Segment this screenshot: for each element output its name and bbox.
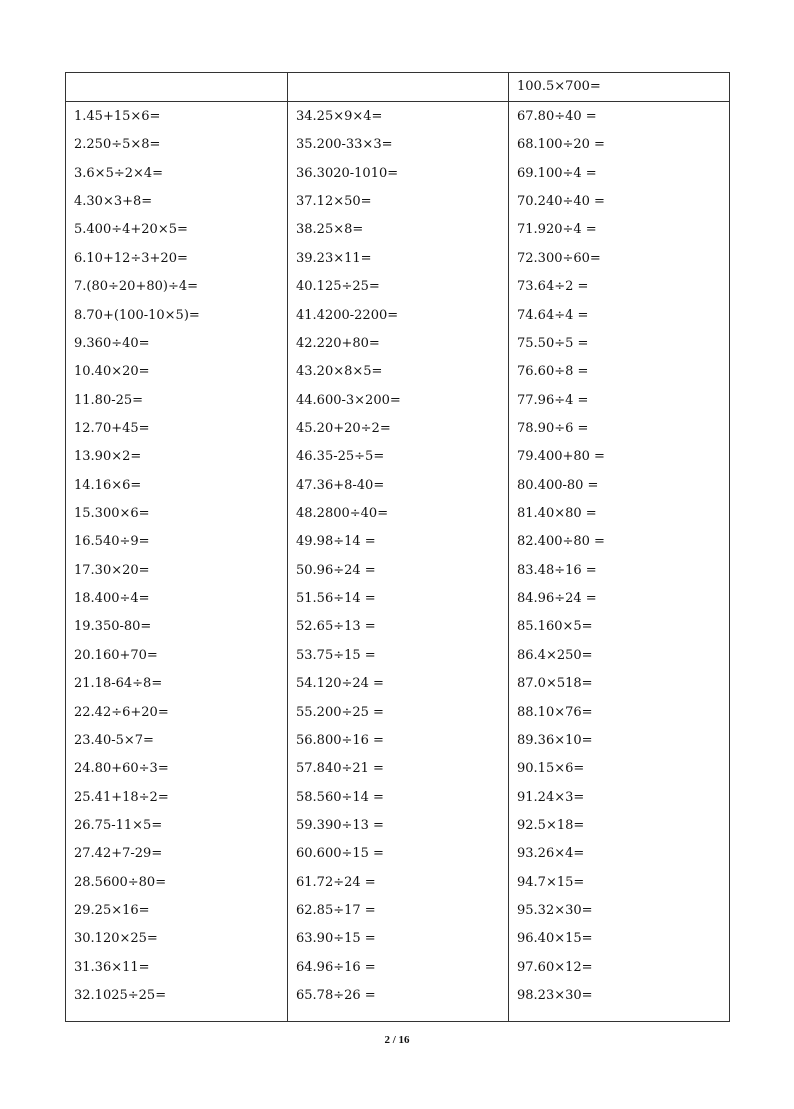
problem-item: 31.36×11= (74, 959, 150, 975)
problem-item: 58.560÷14 = (296, 789, 384, 805)
problem-item: 71.920÷4 = (517, 222, 597, 238)
problem-item: 26.75-11×5= (74, 817, 163, 833)
problem-item: 49.98÷14 = (296, 534, 376, 550)
problem-item: 23.40-5×7= (74, 732, 154, 748)
problem-item: 68.100÷20 = (517, 137, 605, 153)
problem-item: 67.80÷40 = (517, 109, 597, 124)
problem-item: 87.0×518= (517, 676, 593, 692)
problem-item: 97.60×12= (517, 959, 593, 975)
problem-item: 46.35-25÷5= (296, 449, 385, 465)
problem-item: 91.24×3= (517, 789, 585, 805)
problem-item: 85.160×5= (517, 619, 593, 635)
problem-item: 54.120÷24 = (296, 676, 384, 692)
problem-item: 16.540÷9= (74, 534, 150, 550)
header-cell-2 (288, 73, 509, 102)
problem-item: 90.15×6= (517, 761, 585, 777)
problem-item: 8.70+(100-10×5)= (74, 307, 200, 323)
problem-item: 64.96÷16 = (296, 959, 376, 975)
problem-item: 74.64÷4 = (517, 307, 589, 323)
problem-item: 28.5600÷80= (74, 874, 167, 890)
problem-item: 30.120×25= (74, 931, 158, 947)
problem-item: 63.90÷15 = (296, 931, 376, 947)
problem-item: 22.42÷6+20= (74, 704, 169, 720)
problem-item: 83.48÷16 = (517, 562, 597, 578)
problem-item: 53.75÷15 = (296, 647, 376, 663)
problem-item: 98.23×30= (517, 988, 593, 1004)
problem-item: 42.220+80= (296, 335, 380, 351)
problem-item: 5.400÷4+20×5= (74, 222, 188, 238)
problem-item: 51.56÷14 = (296, 591, 376, 607)
problem-item: 45.20+20÷2= (296, 420, 391, 436)
problem-item: 95.32×30= (517, 903, 593, 919)
problem-item: 27.42+7-29= (74, 846, 163, 862)
problem-item: 17.30×20= (74, 562, 150, 578)
problem-item: 34.25×9×4= (296, 109, 383, 124)
problem-item: 1.45+15×6= (74, 109, 161, 124)
problem-item: 80.400-80 = (517, 477, 599, 493)
problem-item: 59.390÷13 = (296, 817, 384, 833)
problems-row (66, 102, 730, 1022)
problem-item: 3.6×5÷2×4= (74, 165, 164, 181)
problem-item: 29.25×16= (74, 903, 150, 919)
problem-item: 76.60÷8 = (517, 364, 589, 380)
arithmetic-worksheet-table (65, 72, 730, 1022)
problem-item: 62.85÷17 = (296, 903, 376, 919)
header-text-3: 100.5×700= (517, 79, 601, 94)
problem-item: 79.400+80 = (517, 449, 605, 465)
problem-item: 48.2800÷40= (296, 506, 389, 522)
problem-item: 89.36×10= (517, 732, 593, 748)
problem-item: 10.40×20= (74, 364, 150, 380)
problem-item: 25.41+18÷2= (74, 789, 169, 805)
problem-item: 82.400÷80 = (517, 534, 605, 550)
header-cell-3 (509, 73, 730, 102)
problem-item: 11.80-25= (74, 392, 144, 408)
problem-item: 88.10×76= (517, 704, 593, 720)
problem-item: 61.72÷24 = (296, 874, 376, 890)
problem-item: 41.4200-2200= (296, 307, 399, 323)
problem-item: 37.12×50= (296, 194, 372, 210)
problem-item: 43.20×8×5= (296, 364, 383, 380)
problem-item: 56.800÷16 = (296, 732, 384, 748)
problem-item: 18.400÷4= (74, 591, 150, 607)
problem-item: 40.125÷25= (296, 279, 380, 295)
problem-item: 70.240÷40 = (517, 194, 605, 210)
problem-item: 7.(80÷20+80)÷4= (74, 279, 199, 295)
problem-item: 72.300÷60= (517, 250, 601, 266)
problem-item: 94.7×15= (517, 874, 585, 890)
problem-item: 35.200-33×3= (296, 137, 393, 153)
problem-item: 15.300×6= (74, 506, 150, 522)
problem-item: 4.30×3+8= (74, 194, 153, 210)
problem-item: 92.5×18= (517, 817, 585, 833)
problem-item: 2.250÷5×8= (74, 137, 161, 153)
problem-item: 24.80+60÷3= (74, 761, 169, 777)
problem-item: 65.78÷26 = (296, 988, 376, 1004)
problem-item: 20.160+70= (74, 647, 158, 663)
header-cell-1 (66, 73, 288, 102)
problem-item: 38.25×8= (296, 222, 364, 238)
problem-item: 78.90÷6 = (517, 420, 589, 436)
column-3 (509, 102, 730, 1022)
problem-item: 84.96÷24 = (517, 591, 597, 607)
problem-item: 73.64÷2 = (517, 279, 589, 295)
problem-item: 39.23×11= (296, 250, 372, 266)
problem-item: 19.350-80= (74, 619, 152, 635)
problem-item: 81.40×80 = (517, 506, 597, 522)
problem-item: 32.1025÷25= (74, 988, 167, 1004)
problem-item: 77.96÷4 = (517, 392, 589, 408)
problem-item: 12.70+45= (74, 420, 150, 436)
problem-item: 57.840÷21 = (296, 761, 384, 777)
problem-item: 93.26×4= (517, 846, 585, 862)
problem-item: 36.3020-1010= (296, 165, 399, 181)
problem-item: 69.100÷4 = (517, 165, 597, 181)
header-row (66, 73, 730, 102)
problem-item: 47.36+8-40= (296, 477, 385, 493)
problem-item: 44.600-3×200= (296, 392, 401, 408)
problem-item: 60.600÷15 = (296, 846, 384, 862)
problem-item: 52.65÷13 = (296, 619, 376, 635)
problem-item: 6.10+12÷3+20= (74, 250, 188, 266)
problem-item: 21.18-64÷8= (74, 676, 163, 692)
problem-item: 55.200÷25 = (296, 704, 384, 720)
problem-item: 50.96÷24 = (296, 562, 376, 578)
problem-item: 9.360÷40= (74, 335, 150, 351)
page-number: 2 / 16 (384, 1034, 410, 1046)
problem-item: 13.90×2= (74, 449, 142, 465)
column-1 (66, 102, 288, 1022)
problem-item: 14.16×6= (74, 477, 142, 493)
problem-item: 96.40×15= (517, 931, 593, 947)
problem-item: 86.4×250= (517, 647, 593, 663)
problem-item: 75.50÷5 = (517, 335, 589, 351)
column-2 (288, 102, 509, 1022)
